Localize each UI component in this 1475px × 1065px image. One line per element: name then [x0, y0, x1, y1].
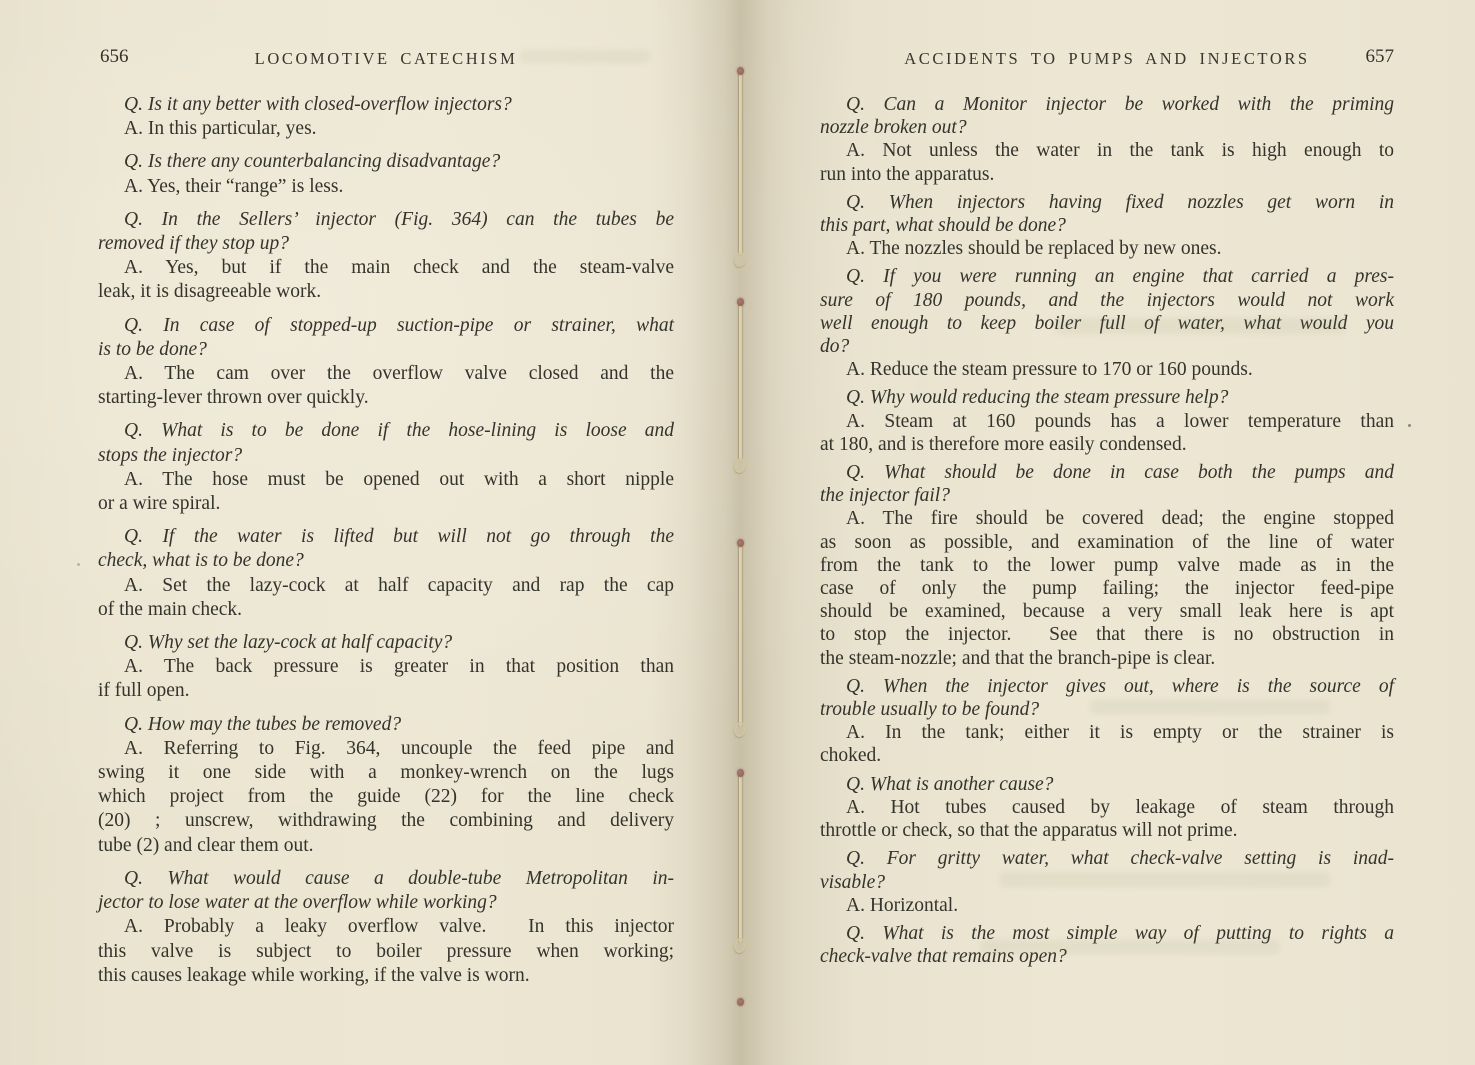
text-line: nozzle broken out?	[820, 117, 967, 139]
text-line: A. Yes, but if the main check and the steam-valve	[124, 257, 674, 279]
question-paragraph	[98, 314, 674, 362]
answer-paragraph	[820, 894, 1394, 917]
text-line: check, what is to be done?	[98, 550, 304, 572]
text-line: the steam-nozzle; and that the branch-pipe is clear.	[820, 647, 1216, 669]
answer-paragraph	[820, 410, 1394, 456]
text-line: tube (2) and clear them out.	[98, 834, 314, 856]
paper-speck	[1408, 424, 1411, 427]
left-page-number: 656	[100, 46, 129, 67]
right-page-body	[820, 93, 1394, 968]
answer-paragraph	[820, 237, 1394, 260]
answer-paragraph	[820, 796, 1394, 842]
answer-paragraph	[98, 737, 674, 858]
text-line: should be examined, because a very small leak here is apt	[820, 601, 1394, 623]
question-paragraph	[98, 713, 674, 737]
thread-end	[732, 251, 747, 268]
left-page-body	[98, 93, 674, 988]
text-line: Q. What is another cause?	[846, 773, 1054, 795]
right-page-number: 657	[1365, 46, 1394, 67]
binding-thread	[739, 544, 742, 726]
text-line: as soon as possible, and examination of the line of water	[820, 531, 1394, 553]
binding-thread	[739, 774, 742, 942]
question-paragraph	[820, 461, 1394, 507]
question-paragraph	[98, 93, 674, 117]
text-line: A. Horizontal.	[846, 894, 959, 916]
answer-paragraph	[98, 574, 674, 622]
text-line: A. In this particular, yes.	[124, 118, 317, 140]
text-line: A. Referring to Fig. 364, uncouple the feed pipe and	[124, 737, 674, 759]
text-line: is to be done?	[98, 338, 207, 360]
text-line: Q. What should be done in case both the pumps and	[846, 462, 1394, 484]
thread-knot	[737, 539, 744, 547]
text-line: A. The fire should be covered dead; the engine stopped	[846, 508, 1394, 530]
question-paragraph	[820, 773, 1394, 796]
text-line: the injector fail?	[820, 485, 950, 507]
text-line: Q. How may the tubes be removed?	[124, 713, 402, 735]
answer-paragraph	[820, 139, 1394, 185]
question-paragraph	[820, 93, 1394, 139]
question-paragraph	[820, 265, 1394, 358]
text-line: at 180, and is therefore more easily condensed.	[820, 433, 1187, 455]
binding-thread	[739, 72, 742, 255]
text-line: A. Hot tubes caused by leakage of steam through	[846, 796, 1394, 818]
text-line: A. In the tank; either it is empty or the strainer is	[846, 722, 1394, 744]
paper-speck	[77, 563, 80, 566]
answer-paragraph	[98, 362, 674, 410]
thread-knot	[737, 298, 744, 306]
right-page	[820, 46, 1394, 968]
text-line: well enough to keep boiler full of water, what would you	[820, 312, 1394, 334]
answer-paragraph	[98, 655, 674, 703]
text-line: removed if they stop up?	[98, 233, 289, 255]
text-line: visable?	[820, 871, 885, 893]
question-paragraph	[820, 847, 1394, 893]
text-line: do?	[820, 336, 850, 358]
text-line: (20) ; unscrew, withdrawing the combining and delivery	[98, 810, 674, 832]
text-line: A. The back pressure is greater in that position than	[124, 656, 674, 678]
question-paragraph	[820, 191, 1394, 237]
text-line: which project from the guide (22) for the line check	[98, 786, 674, 808]
question-paragraph	[98, 208, 674, 256]
text-line: from the tank to the lower pump valve made as in the	[820, 554, 1394, 576]
answer-paragraph	[98, 175, 674, 199]
text-line: Q. If you were running an engine that carried a pres-	[846, 266, 1394, 288]
thread-knot	[737, 769, 744, 777]
answer-paragraph	[820, 721, 1394, 767]
question-paragraph	[98, 631, 674, 655]
text-line: this valve is subject to boiler pressure when working;	[98, 940, 674, 962]
text-line: A. Steam at 160 pounds has a lower temperature than	[846, 410, 1394, 432]
question-paragraph	[98, 150, 674, 174]
question-paragraph	[98, 525, 674, 573]
text-line: of the main check.	[98, 598, 243, 620]
text-line: trouble usually to be found?	[820, 699, 1040, 721]
text-line: A. Probably a leaky overflow valve. In this injector	[124, 916, 674, 938]
text-line: stops the injector?	[98, 444, 243, 466]
text-line: leak, it is disagreeable work.	[98, 281, 322, 303]
answer-paragraph	[98, 117, 674, 141]
text-line: Q. For gritty water, what check-valve setting is inad-	[846, 848, 1394, 870]
text-line: Q. In case of stopped-up suction-pipe or strainer, what	[124, 314, 674, 336]
question-paragraph	[98, 419, 674, 467]
text-line: or a wire spiral.	[98, 493, 221, 515]
text-line: sure of 180 pounds, and the injectors would not work	[820, 289, 1394, 311]
text-line: Q. When injectors having fixed nozzles get worn in	[846, 191, 1394, 213]
text-line: check-valve that remains open?	[820, 946, 1067, 968]
text-line: Q. In the Sellers’ injector (Fig. 364) can the tubes be	[124, 208, 674, 230]
question-paragraph	[98, 867, 674, 915]
text-line: A. Yes, their “range” is less.	[124, 175, 344, 197]
thread-knot	[737, 998, 744, 1006]
left-page	[98, 46, 674, 988]
text-line: A. Reduce the steam pressure to 170 or 160 pounds.	[846, 359, 1253, 381]
text-line: case of only the pump failing; the injector feed-pipe	[820, 578, 1394, 600]
text-line: Q. Is there any counterbalancing disadvantage?	[124, 151, 501, 173]
text-line: choked.	[820, 745, 882, 767]
text-line: Q. Is it any better with closed-overflow injectors?	[124, 94, 512, 115]
binding-thread	[739, 303, 742, 461]
text-line: Q. When the injector gives out, where is the source of	[846, 675, 1394, 697]
text-line: Q. What is the most simple way of putting to rights a	[846, 922, 1394, 944]
text-line: Q. Why would reducing the steam pressure help?	[846, 387, 1229, 409]
left-page-header	[98, 46, 674, 72]
text-line: this causes leakage while working, if the valve is worn.	[98, 964, 530, 986]
text-line: jector to lose water at the overflow while working?	[98, 892, 497, 914]
book-gutter	[688, 0, 796, 1065]
text-line: Q. What would cause a double-tube Metropolitan in-	[124, 867, 674, 889]
text-line: Q. Can a Monitor injector be worked with the priming	[846, 94, 1394, 115]
thread-end	[732, 937, 747, 954]
answer-paragraph	[98, 256, 674, 304]
question-paragraph	[820, 675, 1394, 721]
thread-end	[732, 721, 747, 738]
answer-paragraph	[98, 915, 674, 988]
thread-knot	[737, 67, 744, 75]
text-line: run into the apparatus.	[820, 163, 995, 185]
text-line: swing it one side with a monkey-wrench on the lugs	[98, 762, 674, 784]
text-line: A. Not unless the water in the tank is high enough to	[846, 140, 1394, 162]
right-running-title: ACCIDENTS TO PUMPS AND INJECTORS	[904, 49, 1310, 68]
text-line: Q. If the water is lifted but will not go through the	[124, 526, 674, 548]
text-line: Q. Why set the lazy-cock at half capacity?	[124, 632, 453, 654]
left-running-title: LOCOMOTIVE CATECHISM	[254, 49, 518, 68]
text-line: throttle or check, so that the apparatus will not prime.	[820, 820, 1238, 842]
text-line: A. The cam over the overflow valve closed and the	[124, 363, 674, 385]
answer-paragraph	[98, 468, 674, 516]
text-line: A. Set the lazy-cock at half capacity and rap the cap	[124, 574, 674, 596]
text-line: A. The hose must be opened out with a short nipple	[124, 468, 674, 490]
question-paragraph	[820, 386, 1394, 409]
text-line: starting-lever thrown over quickly.	[98, 387, 369, 409]
text-line: Q. What is to be done if the hose-lining is loose and	[124, 420, 674, 442]
right-page-header	[820, 46, 1394, 72]
text-line: to stop the injector. See that there is no obstruction in	[820, 624, 1394, 646]
question-paragraph	[820, 922, 1394, 968]
text-line: A. The nozzles should be replaced by new ones.	[846, 238, 1222, 260]
thread-end	[732, 457, 747, 474]
text-line: this part, what should be done?	[820, 215, 1066, 237]
answer-paragraph	[820, 358, 1394, 381]
text-line: if full open.	[98, 680, 190, 702]
answer-paragraph	[820, 507, 1394, 669]
